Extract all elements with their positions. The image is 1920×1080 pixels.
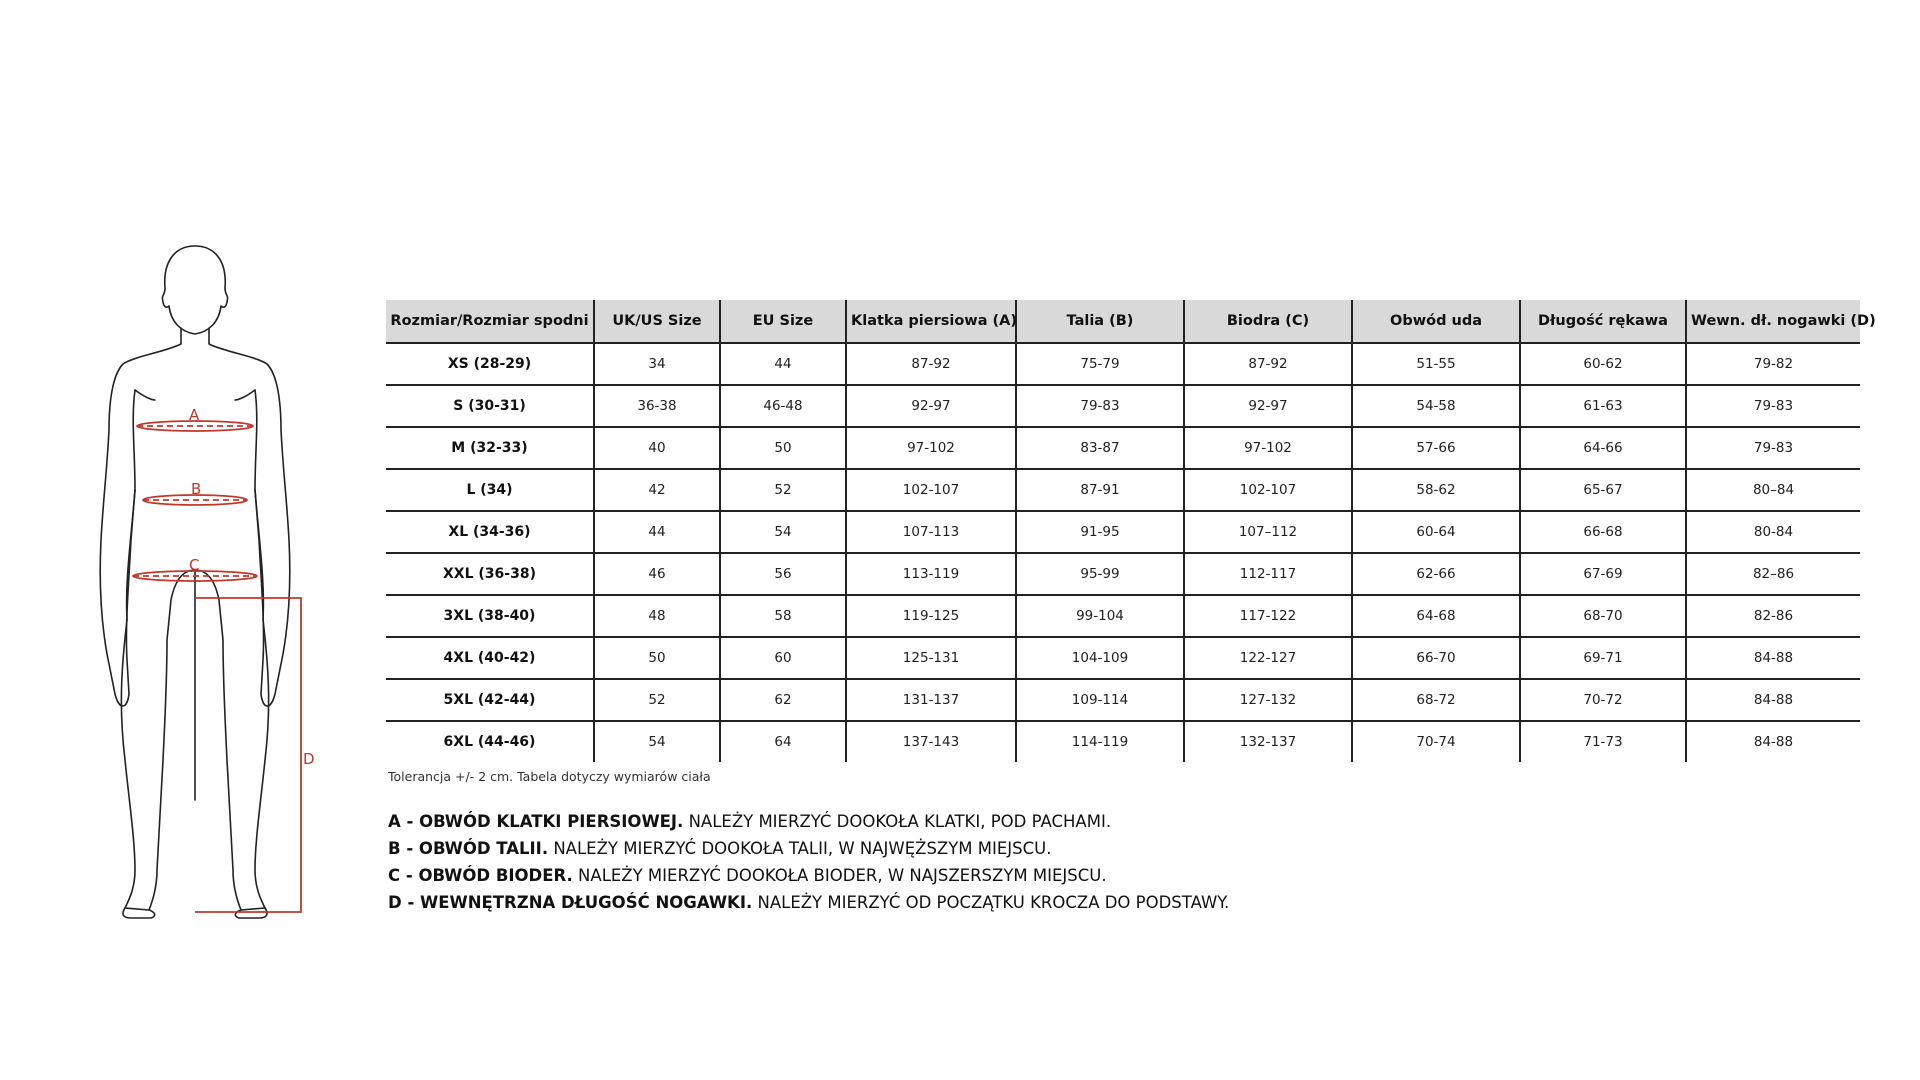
cell-thigh: 60-64: [1352, 511, 1520, 553]
header-eu-size: EU Size: [720, 300, 846, 343]
cell-size: S (30-31): [386, 385, 594, 427]
cell-inseam: 80–84: [1686, 469, 1860, 511]
label-c: C: [189, 556, 200, 574]
legend-item-c: [388, 862, 1229, 889]
cell-chest: 131-137: [846, 679, 1016, 721]
cell-eu-size: 64: [720, 721, 846, 762]
cell-uk-us-size: 36-38: [594, 385, 720, 427]
cell-waist: 95-99: [1016, 553, 1184, 595]
header-sleeve-length: Długość rękawa: [1520, 300, 1686, 343]
cell-uk-us-size: 54: [594, 721, 720, 762]
cell-size: 5XL (42-44): [386, 679, 594, 721]
cell-hips: 87-92: [1184, 343, 1352, 385]
legend-text-c: NALEŻY MIERZYĆ DOOKOŁA BIODER, W NAJSZERSZYM MIEJSCU.: [572, 866, 1107, 885]
cell-size: 6XL (44-46): [443, 734, 536, 750]
cell-inseam: 82-86: [1686, 595, 1860, 637]
table-row: [386, 595, 1860, 637]
cell-chest: 97-102: [846, 427, 1016, 469]
cell-inseam: 79-82: [1686, 343, 1860, 385]
cell-waist: 99-104: [1016, 595, 1184, 637]
header-size: Rozmiar/Rozmiar spodni: [386, 300, 594, 343]
header-hips: Biodra (C): [1184, 300, 1352, 343]
cell-chest: 87-92: [846, 343, 1016, 385]
cell-uk-us-size: 42: [594, 469, 720, 511]
cell-sleeve-length: 69-71: [1520, 637, 1686, 679]
cell-inseam: 84-88: [1686, 721, 1860, 762]
table-body: [386, 343, 1860, 762]
label-d: D: [303, 750, 315, 768]
measurement-legend: [388, 808, 1229, 916]
cell-thigh: 51-55: [1352, 343, 1520, 385]
cell-hips: 97-102: [1184, 427, 1352, 469]
cell-hips: 112-117: [1184, 553, 1352, 595]
cell-uk-us-size: 34: [594, 343, 720, 385]
cell-uk-us-size: 52: [594, 679, 720, 721]
cell-chest: 119-125: [846, 595, 1016, 637]
cell-uk-us-size: 44: [594, 511, 720, 553]
legend-key-d: D - WEWNĘTRZNA DŁUGOŚĆ NOGAWKI.: [388, 893, 753, 912]
cell-sleeve-length: 60-62: [1520, 343, 1686, 385]
table-row: [386, 721, 1860, 762]
cell-uk-us-size: 40: [594, 427, 720, 469]
cell-thigh: 64-68: [1352, 595, 1520, 637]
cell-waist: 91-95: [1016, 511, 1184, 553]
cell-eu-size: 60: [720, 637, 846, 679]
size-chart-table: [386, 300, 1876, 762]
legend-item-d: [388, 889, 1229, 916]
legend-key-c: C - OBWÓD BIODER.: [388, 866, 573, 885]
cell-waist: 79-83: [1016, 385, 1184, 427]
body-silhouette: [100, 246, 290, 918]
cell-hips: 122-127: [1184, 637, 1352, 679]
cell-thigh: 70-74: [1352, 721, 1520, 762]
cell-inseam: 79-83: [1686, 385, 1860, 427]
label-b: B: [191, 480, 202, 498]
cell-sleeve-length: 61-63: [1520, 385, 1686, 427]
cell-waist: 87-91: [1016, 469, 1184, 511]
cell-thigh: 68-72: [1352, 679, 1520, 721]
cell-size: L (34): [386, 469, 594, 511]
table-row: [386, 637, 1860, 679]
cell-uk-us-size: 48: [594, 595, 720, 637]
cell-eu-size: 58: [720, 595, 846, 637]
label-a: A: [189, 406, 200, 424]
cell-uk-us-size: 46: [594, 553, 720, 595]
cell-inseam: 82–86: [1686, 553, 1860, 595]
cell-hips: 132-137: [1184, 721, 1352, 762]
cell-inseam: 84-88: [1686, 679, 1860, 721]
table-row: [386, 385, 1860, 427]
cell-chest: 107-113: [846, 511, 1016, 553]
cell-sleeve-length: 70-72: [1520, 679, 1686, 721]
cell-thigh: 57-66: [1352, 427, 1520, 469]
cell-hips: 127-132: [1184, 679, 1352, 721]
cell-eu-size: 46-48: [720, 385, 846, 427]
table-row: [386, 511, 1860, 553]
cell-size: XXL (36-38): [386, 553, 594, 595]
cell-eu-size: 44: [720, 343, 846, 385]
legend-text-a: NALEŻY MIERZYĆ DOOKOŁA KLATKI, POD PACHAMI.: [683, 812, 1112, 831]
table-row: [386, 427, 1860, 469]
legend-text-d: NALEŻY MIERZYĆ OD POCZĄTKU KROCZA DO PODSTAWY.: [752, 893, 1230, 912]
legend-item-a: [388, 808, 1229, 835]
cell-sleeve-length: 68-70: [1520, 595, 1686, 637]
cell-waist: 104-109: [1016, 637, 1184, 679]
tolerance-note: Tolerancja +/- 2 cm. Tabela dotyczy wymiarów ciała: [388, 769, 711, 784]
table-header-row: [386, 300, 1860, 343]
header-thigh: Obwód uda: [1352, 300, 1520, 343]
cell-eu-size: 50: [720, 427, 846, 469]
cell-thigh: 54-58: [1352, 385, 1520, 427]
cell-sleeve-length: 64-66: [1520, 427, 1686, 469]
cell-chest: 102-107: [846, 469, 1016, 511]
cell-eu-size: 52: [720, 469, 846, 511]
cell-sleeve-length: 65-67: [1520, 469, 1686, 511]
cell-waist: 75-79: [1016, 343, 1184, 385]
header-uk-us-size: UK/US Size: [594, 300, 720, 343]
cell-inseam: 84-88: [1686, 637, 1860, 679]
body-outline-illustration: [95, 240, 315, 920]
cell-thigh: 58-62: [1352, 469, 1520, 511]
cell-chest: 137-143: [846, 721, 1016, 762]
cell-eu-size: 54: [720, 511, 846, 553]
cell-sleeve-length: 66-68: [1520, 511, 1686, 553]
legend-item-b: [388, 835, 1229, 862]
cell-hips: 107–112: [1184, 511, 1352, 553]
cell-chest: 113-119: [846, 553, 1016, 595]
cell-size: XS (28-29): [386, 343, 594, 385]
cell-sleeve-length: 71-73: [1520, 721, 1686, 762]
cell-thigh: 62-66: [1352, 553, 1520, 595]
cell-hips: 117-122: [1184, 595, 1352, 637]
cell-eu-size: 62: [720, 679, 846, 721]
table-row: [386, 343, 1860, 385]
cell-size: 3XL (38-40): [386, 595, 594, 637]
cell-waist: 83-87: [1016, 427, 1184, 469]
table-row: [386, 553, 1860, 595]
cell-inseam: 80-84: [1686, 511, 1860, 553]
cell-hips: 92-97: [1184, 385, 1352, 427]
cell-chest: 92-97: [846, 385, 1016, 427]
cell-chest: 125-131: [846, 637, 1016, 679]
cell-sleeve-length: 67-69: [1520, 553, 1686, 595]
cell-size: XL (34-36): [386, 511, 594, 553]
legend-text-b: NALEŻY MIERZYĆ DOOKOŁA TALII, W NAJWĘŻSZYM MIEJSCU.: [548, 839, 1052, 858]
cell-size: M (32-33): [386, 427, 594, 469]
header-waist: Talia (B): [1016, 300, 1184, 343]
cell-eu-size: 56: [720, 553, 846, 595]
legend-key-a: A - OBWÓD KLATKI PIERSIOWEJ.: [388, 812, 684, 831]
cell-hips: 102-107: [1184, 469, 1352, 511]
cell-waist: 109-114: [1016, 679, 1184, 721]
table-row: [386, 679, 1860, 721]
cell-thigh: 66-70: [1352, 637, 1520, 679]
cell-uk-us-size: 50: [594, 637, 720, 679]
legend-key-b: B - OBWÓD TALII.: [388, 839, 549, 858]
header-inseam: Wewn. dł. nogawki (D): [1686, 300, 1860, 343]
table-row: [386, 469, 1860, 511]
cell-inseam: 79-83: [1686, 427, 1860, 469]
body-measurement-figure: [95, 240, 315, 920]
header-chest: Klatka piersiowa (A): [846, 300, 1016, 343]
cell-size: 4XL (40-42): [386, 637, 594, 679]
cell-waist: 114-119: [1016, 721, 1184, 762]
